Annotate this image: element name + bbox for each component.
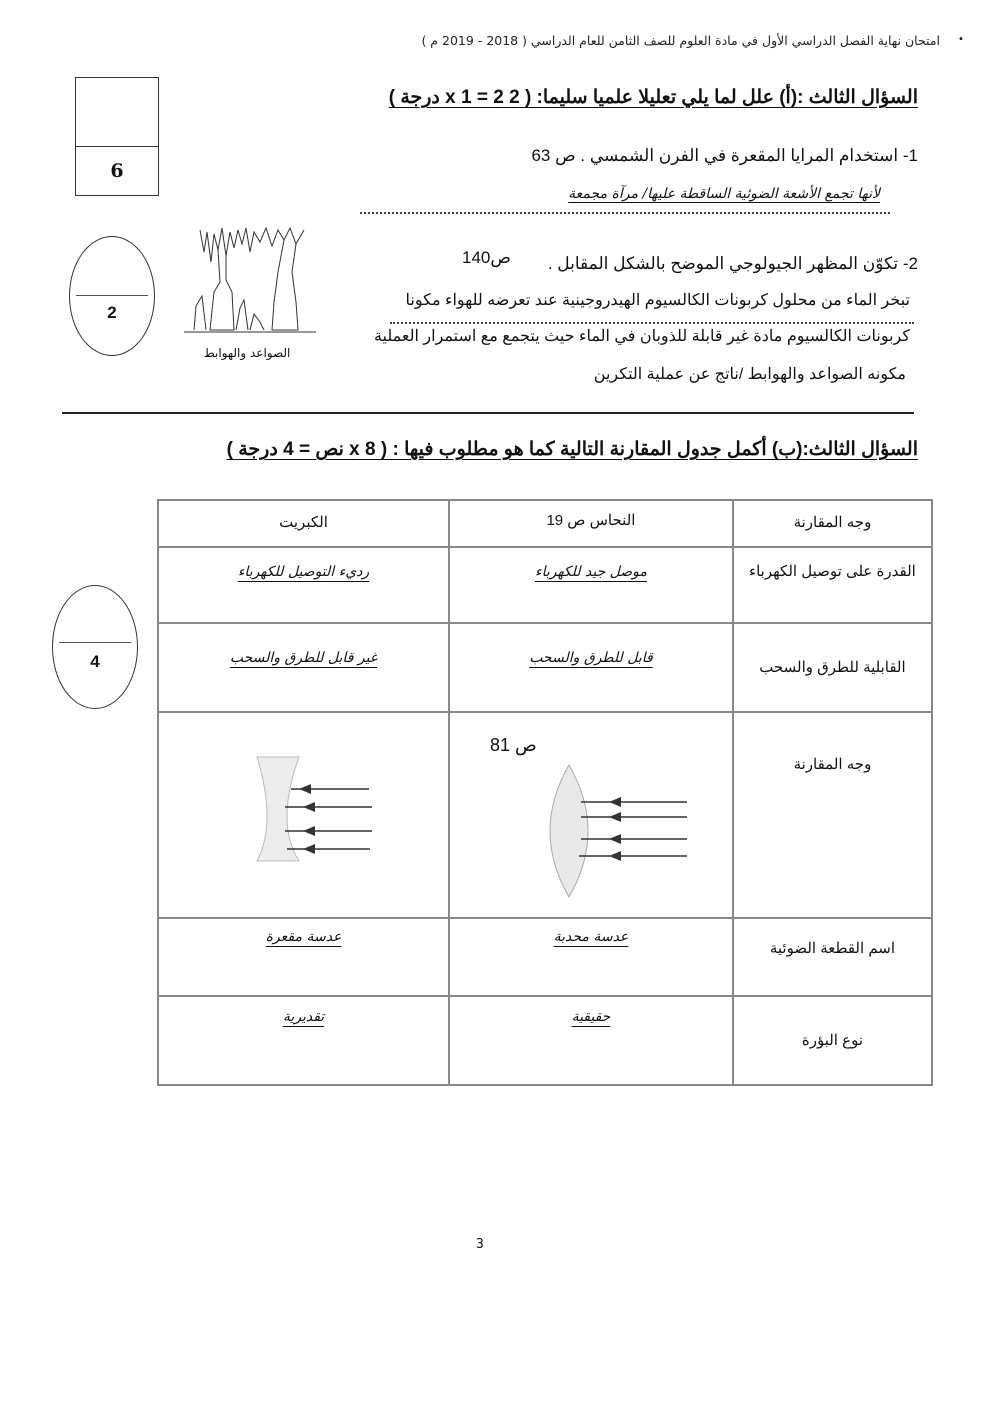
section-divider xyxy=(62,412,914,414)
stalagmite-small xyxy=(250,314,264,330)
answer-cell xyxy=(449,996,733,1085)
arrow-head-icon xyxy=(299,784,311,794)
header-copper-text: النحاس ص 19 xyxy=(546,512,636,529)
question-b-title: السؤال الثالث:(ب) أكمل جدول المقارنة التالية كما هو مطلوب فيها : ( 8 x نص = 4 درجة ) xyxy=(226,439,918,460)
row-label xyxy=(733,712,932,918)
item2-answer-line-2: كربونات الكالسيوم مادة غير قابلة للذوبان في الماء حيث يتجمع مع استمرار العملية xyxy=(373,328,910,345)
right-column xyxy=(272,240,298,330)
answer-text: موصل جيد للكهرباء xyxy=(535,564,647,580)
question-a-title: السؤال الثالث :(أ) علل لما يلي تعليلا علميا سليما: ( 2 x 1 = 2 درجة ) xyxy=(388,87,918,108)
item1-text: 1- استخدام المرايا المقعرة في الفرن الشمسي . ص 63 xyxy=(531,146,918,165)
header-copper xyxy=(449,500,733,547)
table-row xyxy=(158,623,932,712)
convex-lens-icon xyxy=(550,765,588,897)
table-row xyxy=(158,918,932,996)
comparison-table xyxy=(157,499,933,1086)
score-oval-q2 xyxy=(69,236,155,356)
answer-text: غير قابل للطرق والسحب xyxy=(229,650,378,666)
concave-lens-icon xyxy=(257,757,299,861)
corner-mark: • xyxy=(958,34,964,45)
stalagmite-left xyxy=(194,296,206,330)
answer-text: رديء التوصيل للكهرباء xyxy=(237,564,370,580)
header-aspect-text: وجه المقارنة xyxy=(793,514,872,531)
arrow-head-icon xyxy=(303,844,315,854)
convex-lens-cell xyxy=(449,712,733,918)
answer-text: عدسة محدبة xyxy=(553,929,629,945)
row-label-text: اسم القطعة الضوئية xyxy=(769,940,896,957)
answer-text: حقيقية xyxy=(571,1009,611,1025)
concave-lens-cell xyxy=(158,712,449,918)
item2-page-ref: ص140 xyxy=(462,248,511,267)
concave-lens-figure xyxy=(159,713,448,913)
arrow-head-icon xyxy=(303,826,315,836)
answer-cell xyxy=(158,547,449,623)
row-label-text: وجه المقارنة xyxy=(793,756,872,773)
score-oval-q-b xyxy=(52,585,138,709)
stalactites-figure xyxy=(180,222,320,340)
answer-text: قابل للطرق والسحب xyxy=(529,650,653,666)
oval-divider xyxy=(76,295,148,296)
item1-answer-line xyxy=(360,212,890,214)
score-oval-value: 2 xyxy=(107,303,117,322)
answer-cell xyxy=(449,623,733,712)
left-column xyxy=(210,250,234,330)
answer-cell xyxy=(158,623,449,712)
row-label-text: القابلية للطرق والسحب xyxy=(759,659,906,676)
score-box xyxy=(75,77,159,196)
row-label xyxy=(733,547,932,623)
exam-header: امتحان نهاية الفصل الدراسي الأول في مادة العلوم للصف الثامن للعام الدراسي ( 2018 - 2019 م ) xyxy=(421,33,940,48)
table-header-row xyxy=(158,500,932,547)
score-oval-value: 4 xyxy=(90,652,100,671)
arrow-head-icon xyxy=(609,851,621,861)
score-box-empty xyxy=(76,78,158,147)
table-row xyxy=(158,712,932,918)
arrow-head-icon xyxy=(303,802,315,812)
row-label-text: نوع البؤرة xyxy=(801,1032,864,1049)
answer-cell xyxy=(449,918,733,996)
item2-answer-line-3: مكونه الصواعد والهوابط /ناتج عن عملية التكرين xyxy=(593,366,906,383)
item2-answer-dotted-line xyxy=(390,322,914,324)
stalagmite-mid xyxy=(236,300,248,330)
arrow-head-icon xyxy=(609,812,621,822)
row-label xyxy=(733,918,932,996)
header-sulfur xyxy=(158,500,449,547)
item2-answer-line-1: تبخر الماء من محلول كربونات الكالسيوم الهيدروجينية عند تعرضه للهواء مكونا xyxy=(405,292,910,309)
page-number: 3 xyxy=(476,1237,484,1252)
table-row xyxy=(158,547,932,623)
figure-caption: الصواعد والهوابط xyxy=(203,346,291,360)
row-label-text: القدرة على توصيل الكهرباء xyxy=(749,563,916,580)
answer-cell xyxy=(158,918,449,996)
answer-cell xyxy=(449,547,733,623)
header-sulfur-text: الكبريت xyxy=(279,514,328,531)
item2-text: 2- تكوّن المظهر الجيولوجي الموضح بالشكل المقابل . xyxy=(547,254,918,273)
answer-text: عدسة مقعرة xyxy=(265,929,342,945)
score-box-value: 6 xyxy=(110,160,124,182)
row-label xyxy=(733,996,932,1085)
page-ref: ص 81 xyxy=(490,735,537,755)
header-aspect xyxy=(733,500,932,547)
item1-answer: لأنها تجمع الأشعة الضوئية الساقطة عليها/ مرآة مجمعة xyxy=(568,186,880,202)
arrow-head-icon xyxy=(609,797,621,807)
answer-cell xyxy=(158,996,449,1085)
arrow-head-icon xyxy=(609,834,621,844)
table-row xyxy=(158,996,932,1085)
row-label xyxy=(733,623,932,712)
answer-text: تقديرية xyxy=(282,1009,325,1025)
oval-divider xyxy=(59,642,131,643)
